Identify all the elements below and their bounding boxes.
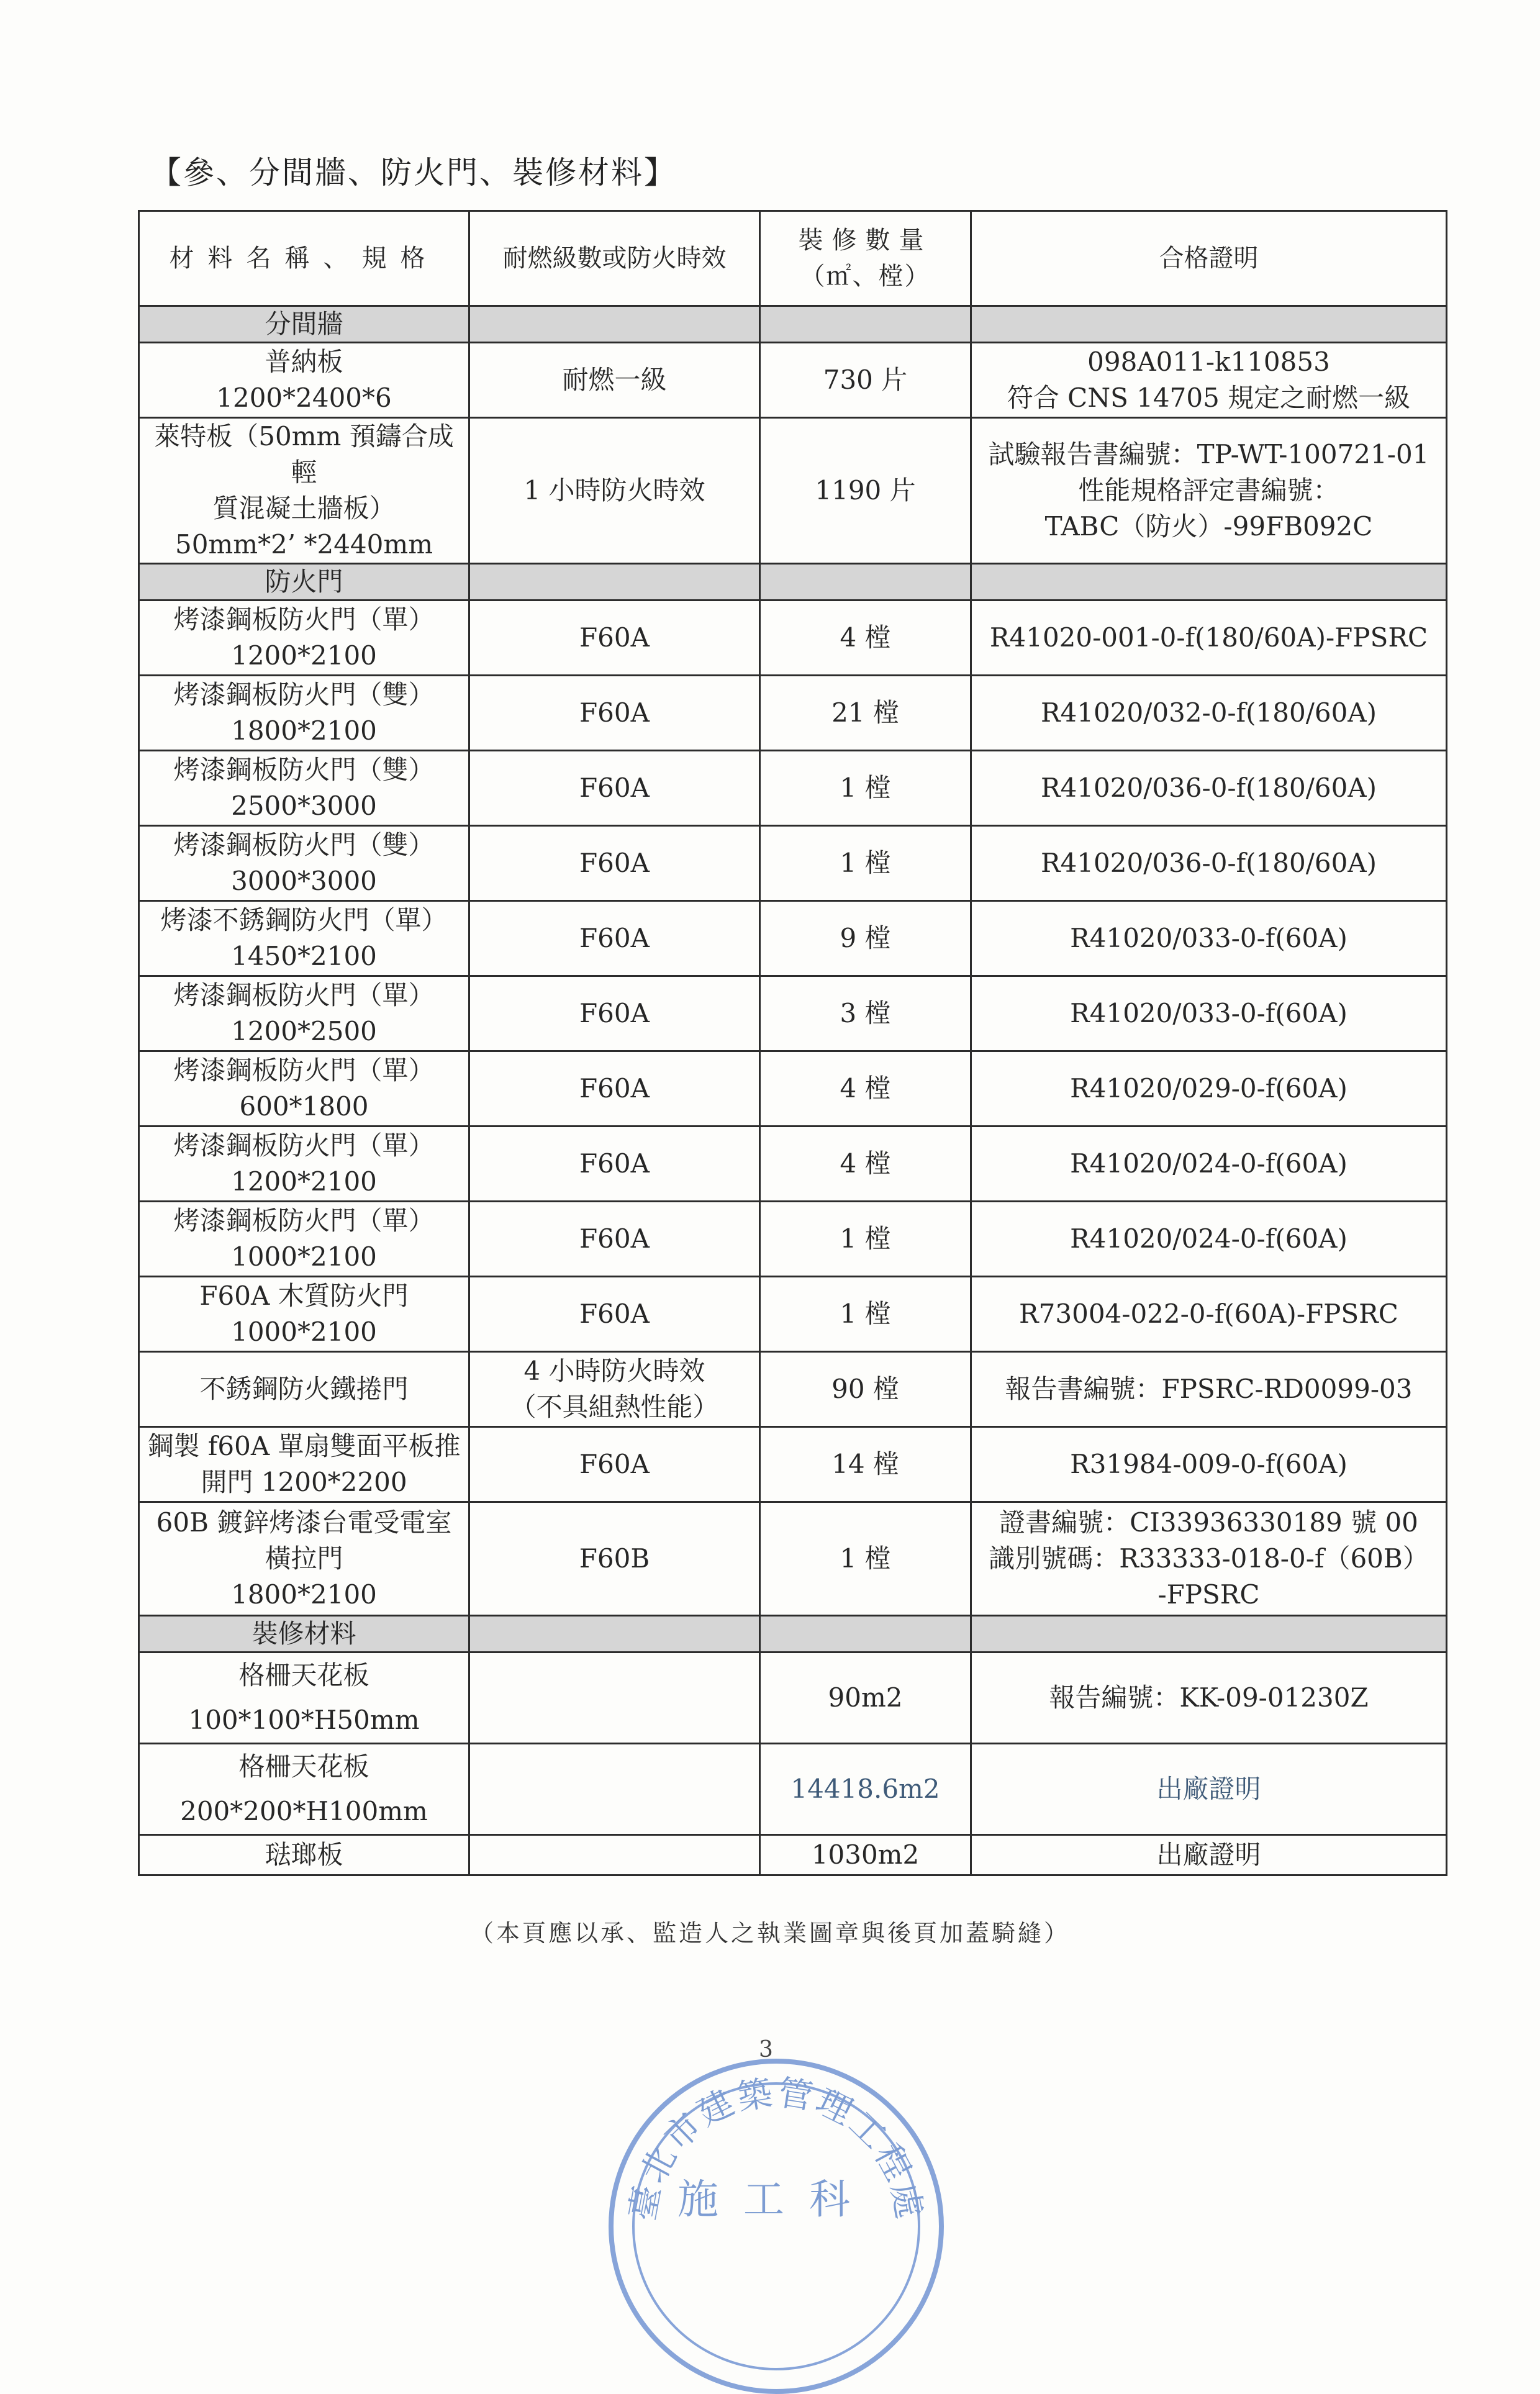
table-row: 烤漆鋼板防火門（雙） 3000*3000 F60A 1 樘 R41020/036-0-f(180/60A) — [139, 826, 1447, 901]
table-row: 不銹鋼防火鐵捲門 4 小時防火時效 （不具組熱性能） 90 樘 報告書編號：FPSRC-RD0099-03 — [139, 1352, 1447, 1427]
table-row: 烤漆鋼板防火門（單） 1200*2500 F60A 3 樘 R41020/033-0-f(60A) — [139, 976, 1447, 1051]
materials-table — [138, 210, 1447, 1876]
table-header-row — [139, 211, 1447, 306]
table-row: 鋼製 f60A 單扇雙面平板推 開門 1200*2200 F60A 14 樘 R31984-009-0-f(60A) — [139, 1427, 1447, 1502]
table-row: 普納板 1200*2400*6 耐燃一級 730 片 098A011-k110853 符合 CNS 14705 規定之耐燃一級 — [139, 343, 1447, 418]
table-row: 60B 鍍鋅烤漆台電受電室 橫拉門 1800*2100 F60B 1 樘 證書編號：CI33936330189 號 00 識別號碼：R33333-018-0-f（60B） -FPSRC — [139, 1502, 1447, 1616]
footer-note: （本頁應以承、監造人之執業圖章與後頁加蓋騎縫） — [469, 1920, 1070, 1947]
table-row: 烤漆鋼板防火門（雙） 1800*2100 F60A 21 樘 R41020/032-0-f(180/60A) — [139, 676, 1447, 751]
header-quantity: 裝修數量 （㎡、樘） — [760, 211, 971, 306]
table-row: 萊特板（50mm 預鑄合成輕 質混凝土牆板） 50mm*2’ *2440mm 1 小時防火時效 1190 片 試驗報告書編號：TP-WT-100721-01 性能規格評定書編號： TABC（防火）-99FB092C — [139, 418, 1447, 564]
header-rating: 耐燃級數或防火時效 — [469, 211, 760, 306]
section-row-partition: 分間牆 — [139, 306, 1447, 343]
table-row: F60A 木質防火門 1000*2100 F60A 1 樘 R73004-022-0-f(60A)-FPSRC — [139, 1277, 1447, 1352]
table-row: 格柵天花板 100*100*H50mm 90m2 報告編號：KK-09-01230Z — [139, 1653, 1447, 1744]
header-name: 材料名稱、規格 — [139, 211, 469, 306]
table-row: 烤漆鋼板防火門（單） 1200*2100 F60A 4 樘 R41020/024-0-f(60A) — [139, 1127, 1447, 1202]
section-row-fire-door: 防火門 — [139, 564, 1447, 601]
official-seal-stamp — [609, 2059, 944, 2394]
table-row: 烤漆不銹鋼防火門（單） 1450*2100 F60A 9 樘 R41020/033-0-f(60A) — [139, 901, 1447, 976]
table-row: 琺瑯板 1030m2 出廠證明 — [139, 1835, 1447, 1875]
seal-text-line1: 臺北市建築管理工程處 — [622, 2072, 930, 2224]
page-number: 3 — [759, 2037, 773, 2062]
seal-text-line2: 施工科 — [677, 2175, 875, 2223]
header-cert: 合格證明 — [971, 211, 1447, 306]
table-row: 烤漆鋼板防火門（單） 1000*2100 F60A 1 樘 R41020/024-0-f(60A) — [139, 1202, 1447, 1277]
table-row: 烤漆鋼板防火門（單） 1200*2100 F60A 4 樘 R41020-001-0-f(180/60A)-FPSRC — [139, 601, 1447, 676]
table-row: 烤漆鋼板防火門（雙） 2500*3000 F60A 1 樘 R41020/036-0-f(180/60A) — [139, 751, 1447, 826]
section-row-finishing: 裝修材料 — [139, 1616, 1447, 1653]
document-heading: 【參、分間牆、防火門、裝修材料】 — [150, 155, 677, 191]
table-row: 格柵天花板 200*200*H100mm 14418.6m2 出廠證明 — [139, 1744, 1447, 1835]
seal-arc-text — [609, 2059, 944, 2394]
table-row: 烤漆鋼板防火門（單） 600*1800 F60A 4 樘 R41020/029-0-f(60A) — [139, 1051, 1447, 1127]
